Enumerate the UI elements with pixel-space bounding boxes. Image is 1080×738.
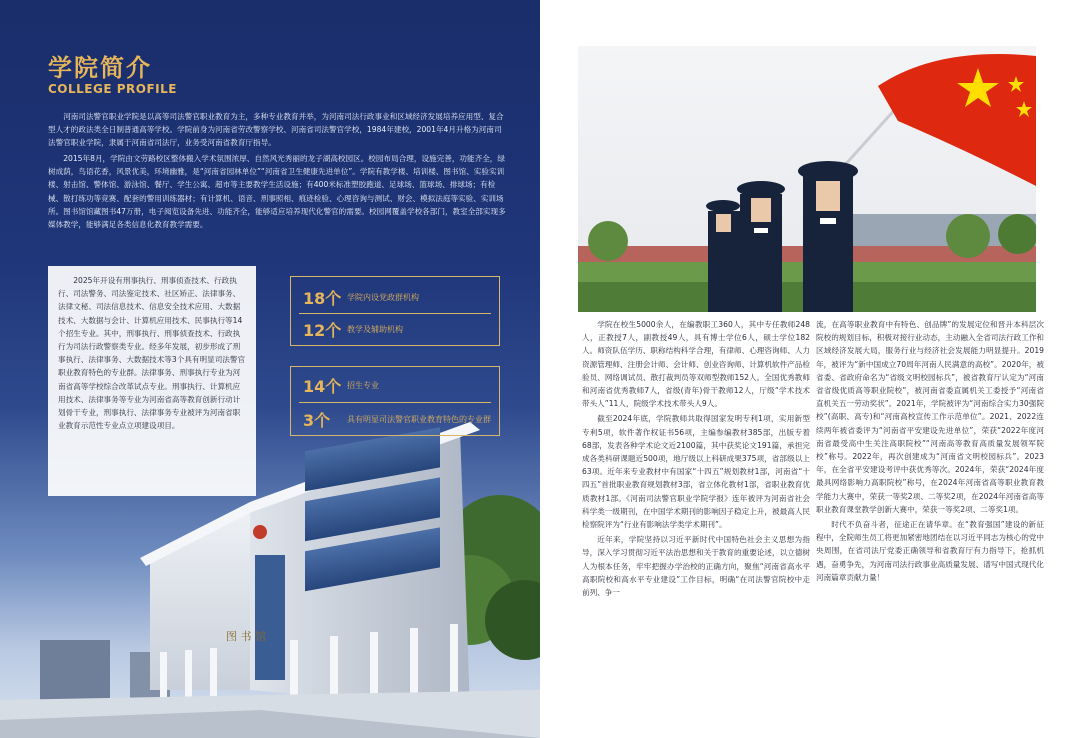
stat-label: 教学及辅助机构 (347, 324, 403, 334)
body-paragraph: 近年来，学院坚持以习近平新时代中国特色社会主义思想为指导，深入学习贯彻习近平法治思想和关于教育的重要论述，以立德树人为根本任务，牢牢把握办学治校的正确方向，聚焦“河南省高水平高职院校和高水平专业建设”工作目标，明确“在司法警官院校中走前列、争一 (582, 535, 810, 598)
stat-label: 具有明显司法警官职业教育特色的专业群 (347, 414, 491, 424)
stat-divider (299, 313, 491, 314)
text-column-right (816, 318, 1044, 586)
intro-text (48, 110, 506, 234)
stats-majors-box (290, 366, 500, 436)
body-paragraph: 时代不负奋斗者，征途正在请华章。在“教育强国”建设的新征程中，全院师生员工将更加紧密地团结在以习近平同志为核心的党中央周围，在省司法厅党委正确领导和省教育厅有力指导下，抢抓机遇，奋勇争先，为河南司法行政事业高质量发展、谱写中国式现代化河南篇章贡献力量！ (816, 520, 1044, 582)
stat-row (291, 371, 499, 399)
stat-label: 学院内设党政群机构 (347, 292, 419, 302)
majors-box (48, 266, 256, 496)
body-paragraph: 流，在高等职业教育中有特色、创品牌”的发展定位和晋升本科层次院校的规划目标，积极对接行业动态，主动融入全省司法行政工作和区域经济发展大局，服务行业与经济社会发展能力明显提升。2019年，被评为“新中国成立70周年河南人民满意的高校”。2020年，被省委、省政府命名为“省级文明校园标兵”，被省教育厅认定为“河南省省级优质高等职业院校”，被河南省委直属机关工委授予“河南省直机关五一劳动奖状”。2021年，学院被评为“河南综合实力30强院校”(高职、高专)和“河南高校宣传工作示范单位”。2021、2022连续两年被省委评为“河南省平安建设先进单位”，荣获“2022年度河南省最受高中生关注高职院校”“河南高等教育高质量发展领军院校”称号。2022年，再次创建成为“河南省文明校园标兵”。2023年，在全省平安建设考评中获优秀等次。2024年，荣获“2024年度最具网络影响力高职院校”称号，在2024年河南省高等职业教育教学能力大赛中，荣获一等奖2项、二等奖2项，在2024年河南省高等职业教育课堂教学创新大赛中，荣获一等奖2项、二等奖1项。 (816, 320, 1044, 514)
page-title: 学院简介 (48, 54, 152, 82)
right-page (540, 0, 1080, 738)
stats-organs-box (290, 276, 500, 346)
body-paragraph: 截至2024年底，学院教师共取得国家发明专利1项，实用新型专利5项，软件著作权证书56项，主编参编教材385部，出版专着68部，发表各种学术论文近2100篇，其中获奖论文191篇，承担完成各类科研课题近500项，地厅级以上科研成果375项，省部级以上63项。近年来专业教材中有国家“十四五”规划教材1部，河南省“十四五”首批职业教育规划教材3部，省立体化教材1部，省职业教育优质教材1部。《河南司法警官职业学院学报》连年被评为河南省社会科学类一级期刊，在中国学术期刊的影响因子稳定上升，被最高人民检察院评为“行业有影响法学类学术期刊”。 (582, 414, 810, 530)
page-subtitle: COLLEGE PROFILE (48, 82, 177, 96)
stat-number: 12个 (303, 320, 342, 340)
building-sign: 图 书 馆 (226, 630, 266, 643)
body-paragraph: 学院在校生5000余人，在编教职工360人，其中专任教师248人，正教授7人，副教授49人，具有博士学位6人，硕士学位182人。师资队伍学历、职称结构科学合理，有律师、心理咨询师、人力资源管理师、注册会计师、会计师、创业咨询师、计算机软件产品检验员、网络调试员、散打裁判员等双师型教师152人。全国优秀教师和河南省优秀教师7人，省级(青年)骨干教师12人，厅级“学术技术带头人”11人，院级学术技术带头人9人。 (582, 320, 810, 409)
stat-row (291, 405, 499, 433)
stat-divider (299, 402, 491, 403)
stat-number: 3个 (303, 410, 331, 430)
intro-paragraph: 河南司法警官职业学院是以高等司法警官职业教育为主，多种专业教育并举，为河南司法行政事业和区域经济发展培养应用型、复合型人才的政法类全日制普通高等学校。学院前身为河南省劳改警察学校、河南省司法警官学校，1984年建校，2001年4月升格为河南司法警官职业学院，隶属于河南省司法厅，业务受河南省教育厅指导。 (48, 112, 504, 148)
text-column-left (582, 318, 810, 601)
stat-row (291, 315, 499, 343)
stat-label: 招生专业 (347, 380, 379, 390)
stat-number: 14个 (303, 376, 342, 396)
stat-row (291, 283, 499, 311)
stat-number: 18个 (303, 288, 342, 308)
intro-paragraph: 2015年8月，学院由文劳路校区整体搬入学术氛围浓厚、自然风光秀丽的龙子湖高校园区。校园布局合理，设施完善，功能齐全，绿树成荫，鸟语花香，风景优美，环境幽雅，是“河南省园林单位”“河南省卫生健康先进单位”。学院有教学楼、培训楼、图书馆、实验实训楼、射击馆、警体馆、游泳馆、餐厅、学生公寓、超市等主要教学生活设施；有400米标准塑胶跑道、足球场、篮球场、排球场；有检械、散打练功等竞赛、配套的警用训练器材；有计算机、语音、刑事照相、痕迹检验、心理咨询与测试、财会、模拟法庭等实验、实训场所。图书馆馆藏图书47万册，电子阅览设备先进、功能齐全，能够适应培养现代化警官的需要。校园网覆盖学校各部门，教室全部实现多媒体教学，能够满足各类信息化教育教学需要。 (48, 154, 506, 229)
majors-paragraph: 2025年开设有刑事执行、刑事侦查技术、行政执行、司法警务、司法鉴定技术、社区矫正、法律事务、法律文秘、司法信息技术、信息安全技术应用、大数据技术、大数据与会计、计算机应用技术、民事执行等14个招生专业。其中，刑事执行、刑事侦查技术、行政执行为司法行政警察类专业。经多年发展，初步形成了刑事执行、法律事务、大数据技术等3个具有明显司法警官职业教育特色的专业群。法律事务、刑事执行专业为河南省高等学校综合改革试点专业。刑事执行、计算机应用技术、法律事务等专业为河南省高等教育创新行动计划骨干专业，刑事执行、法律事务专业被评为河南省职业教育示范性专业点立项建设项目。 (58, 276, 246, 431)
flag-guard-photo (578, 46, 1036, 312)
